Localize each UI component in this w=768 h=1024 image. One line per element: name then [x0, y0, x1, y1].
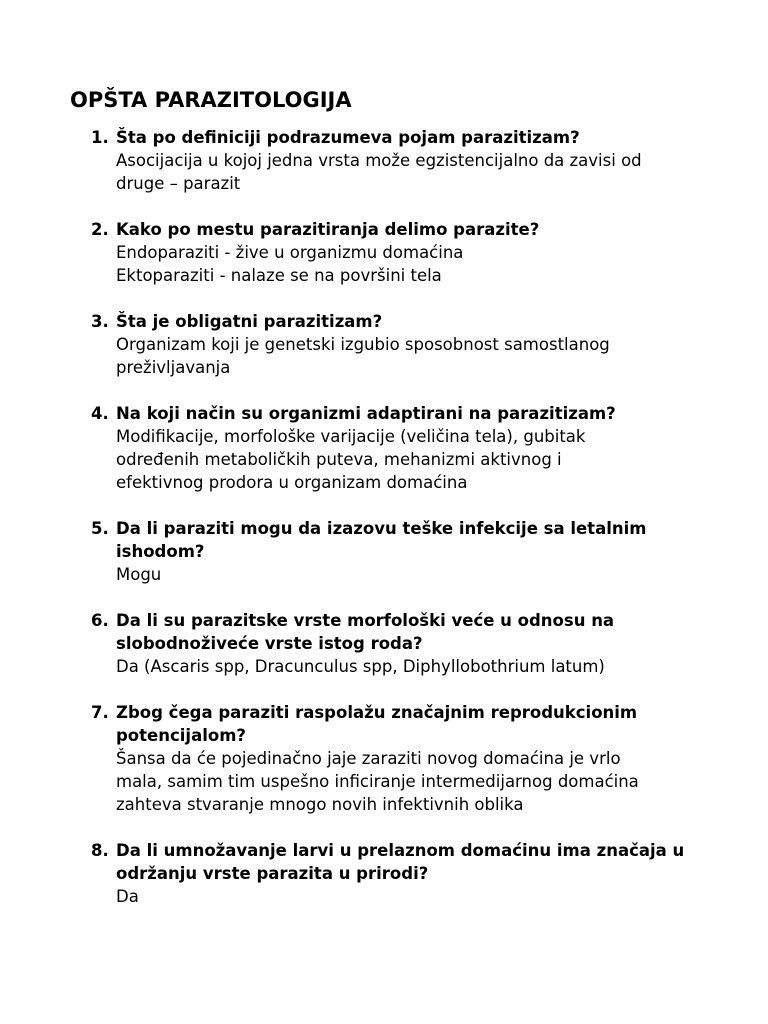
- answer-text: preživljavanja: [116, 358, 231, 377]
- answer-text: određenih metaboličkih puteva, mehanizmi aktivnog i: [116, 450, 562, 469]
- answer-text: druge – parazit: [116, 174, 241, 193]
- list-item: [0, 402, 768, 494]
- item-number: 4.: [91, 404, 109, 423]
- item-number: 1.: [91, 128, 109, 147]
- document-title: OPŠTA PARAZITOLOGIJA: [70, 88, 352, 112]
- question-text: Da li su parazitske vrste morfološki veće u odnosu na slobodnoživeće vrste istog roda?: [116, 611, 615, 653]
- list-item: [0, 218, 768, 287]
- answer-text: Asocijacija u kojoj jedna vrsta može egzistencijalno da zavisi od: [116, 151, 642, 170]
- question-text: Kako po mestu parazitiranja delimo parazite?: [116, 220, 540, 239]
- list-item: [0, 126, 768, 195]
- answer-text: Da (Ascaris spp, Dracunculus spp, Diphyllobothrium latum): [116, 657, 605, 676]
- question-text: Šta po definiciji podrazumeva pojam parazitizam?: [116, 128, 580, 147]
- item-number: 5.: [91, 519, 109, 538]
- question-text: Na koji način su organizmi adaptirani na parazitizam?: [116, 404, 616, 423]
- list-item: [0, 839, 768, 908]
- question-text: Zbog čega paraziti raspolažu značajnim reprodukcionim potencijalom?: [116, 703, 638, 745]
- answer-text: Mogu: [116, 565, 162, 584]
- item-number: 7.: [91, 703, 109, 722]
- item-number: 6.: [91, 611, 109, 630]
- question-list: [0, 126, 768, 931]
- question-text: Šta je obligatni parazitizam?: [116, 312, 383, 331]
- answer-text: efektivnog prodora u organizam domaćina: [116, 473, 468, 492]
- answer-text: Šansa da će pojedinačno jaje zaraziti novog domaćina je vrlo: [116, 749, 621, 768]
- answer-text: Ektoparaziti - nalaze se na površini tela: [116, 266, 442, 285]
- item-number: 3.: [91, 312, 109, 331]
- question-text: Da li umnožavanje larvi u prelaznom domaćinu ima značaja u održanju vrste parazita u prirodi?: [116, 841, 685, 883]
- list-item: [0, 517, 768, 586]
- list-item: [0, 609, 768, 678]
- answer-text: Endoparaziti - žive u organizmu domaćina: [116, 243, 464, 262]
- question-text: Da li paraziti mogu da izazovu teške infekcije sa letalnim ishodom?: [116, 519, 647, 561]
- list-item: [0, 310, 768, 379]
- answer-text: Da: [116, 887, 139, 906]
- list-item: [0, 701, 768, 816]
- answer-text: zahteva stvaranje mnogo novih infektivnih oblika: [116, 795, 524, 814]
- answer-text: Modifikacije, morfološke varijacije (veličina tela), gubitak: [116, 427, 586, 446]
- answer-text: mala, samim tim uspešno inficiranje intermedijarnog domaćina: [116, 772, 639, 791]
- answer-text: Organizam koji je genetski izgubio sposobnost samostlanog: [116, 335, 610, 354]
- item-number: 8.: [91, 841, 109, 860]
- item-number: 2.: [91, 220, 109, 239]
